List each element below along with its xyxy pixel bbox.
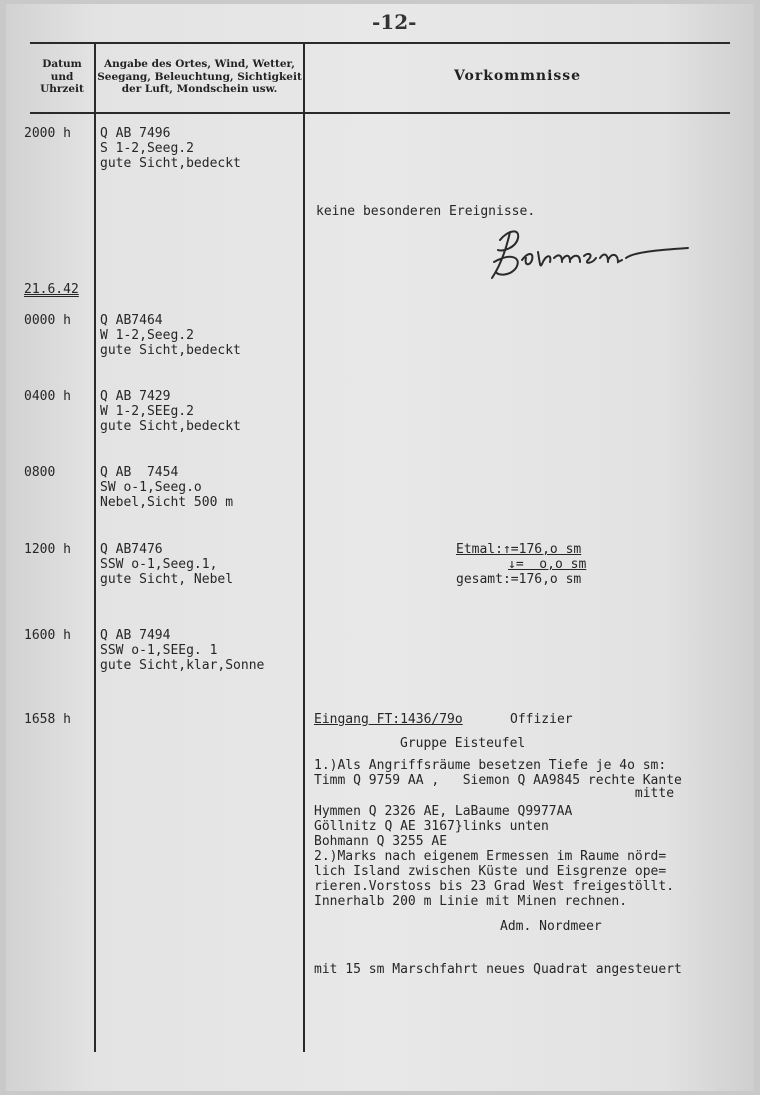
etmal-total: gesamt:=176,o sm	[456, 572, 582, 587]
time-cell: 2000 h	[24, 126, 71, 141]
column-divider-2	[303, 44, 305, 1052]
header-line: Angabe des Ortes, Wind, Wetter,	[104, 58, 295, 70]
signature-image	[488, 222, 693, 282]
ft-group: Gruppe Eisteufel	[400, 736, 526, 751]
position-line: Q AB 7454	[100, 465, 179, 480]
ft-sender: Adm. Nordmeer	[500, 919, 602, 934]
time-cell: 1600 h	[24, 628, 71, 643]
ft-line: lich Island zwischen Küste und Eisgrenze ope=	[314, 864, 667, 879]
position-line: Q AB7476	[100, 542, 163, 557]
page-number: -12-	[372, 10, 417, 34]
position-line: Q AB 7494	[100, 628, 171, 643]
header-line: und	[50, 70, 74, 83]
header-events: Vorkommnisse	[453, 68, 582, 84]
ft-header-suffix: Offizier	[510, 712, 573, 727]
ft-line: mitte	[314, 786, 675, 801]
time-cell: 1658 h	[24, 712, 71, 727]
position-line: gute Sicht,bedeckt	[100, 343, 241, 358]
ft-line: Innerhalb 200 m Linie mit Minen rechnen.	[314, 894, 628, 909]
ft-line: Hymmen Q 2326 AE, LaBaume Q9977AA	[314, 804, 573, 819]
top-rule	[30, 42, 730, 44]
position-line: gute Sicht,klar,Sonne	[100, 658, 265, 673]
etmal-line: Etmal:↑=176,o sm	[456, 542, 582, 557]
ft-line: Timm Q 9759 AA , Siemon Q AA9845 rechte Kante	[314, 773, 682, 788]
etmal-line: ↓= o,o sm	[508, 557, 587, 572]
position-line: W 1-2,Seeg.2	[100, 328, 194, 343]
time-cell: 0000 h	[24, 313, 71, 328]
header-line: Datum	[42, 58, 82, 70]
position-line: SSW o-1,Seeg.1,	[100, 557, 218, 572]
ft-line: Bohmann Q 3255 AE	[314, 834, 448, 849]
position-line: gute Sicht,bedeckt	[100, 419, 241, 434]
header-rule	[30, 112, 730, 114]
final-entry: mit 15 sm Marschfahrt neues Quadrat angesteuert	[314, 962, 682, 977]
ft-line: rieren.Vorstoss bis 23 Grad West freigestöllt.	[314, 879, 675, 894]
header-line: Uhrzeit	[40, 83, 84, 95]
time-cell: 0400 h	[24, 389, 71, 404]
ft-line: Göllnitz Q AE 3167}links unten	[314, 819, 549, 834]
position-line: W 1-2,SEEg.2	[100, 404, 194, 419]
time-cell: 1200 h	[24, 542, 71, 557]
position-line: gute Sicht, Nebel	[100, 572, 234, 587]
header-date-time	[30, 58, 94, 96]
header-line: der Luft, Mondschein usw.	[121, 83, 278, 95]
no-events-text: keine besonderen Ereignisse.	[316, 204, 536, 219]
position-line: gute Sicht,bedeckt	[100, 156, 241, 171]
position-line: Q AB 7429	[100, 389, 171, 404]
time-cell: 0800	[24, 465, 56, 480]
date-line: 21.6.42	[24, 282, 79, 297]
header-location-weather	[96, 58, 303, 96]
column-divider-1	[94, 44, 96, 1052]
position-line: Nebel,Sicht 500 m	[100, 495, 234, 510]
position-line: S 1-2,Seeg.2	[100, 141, 194, 156]
position-line: SSW o-1,SEEg. 1	[100, 643, 218, 658]
position-line: Q AB7464	[100, 313, 163, 328]
header-line: Seegang, Beleuchtung, Sichtigkeit	[97, 70, 302, 83]
position-line: SW o-1,Seeg.o	[100, 480, 202, 495]
ft-line: 2.)Marks nach eigenem Ermessen im Raume nörd=	[314, 849, 667, 864]
ft-line: 1.)Als Angriffsräume besetzen Tiefe je 4o sm:	[314, 758, 667, 773]
ft-header: Eingang FT:1436/79o	[314, 712, 463, 727]
position-line: Q AB 7496	[100, 126, 171, 141]
